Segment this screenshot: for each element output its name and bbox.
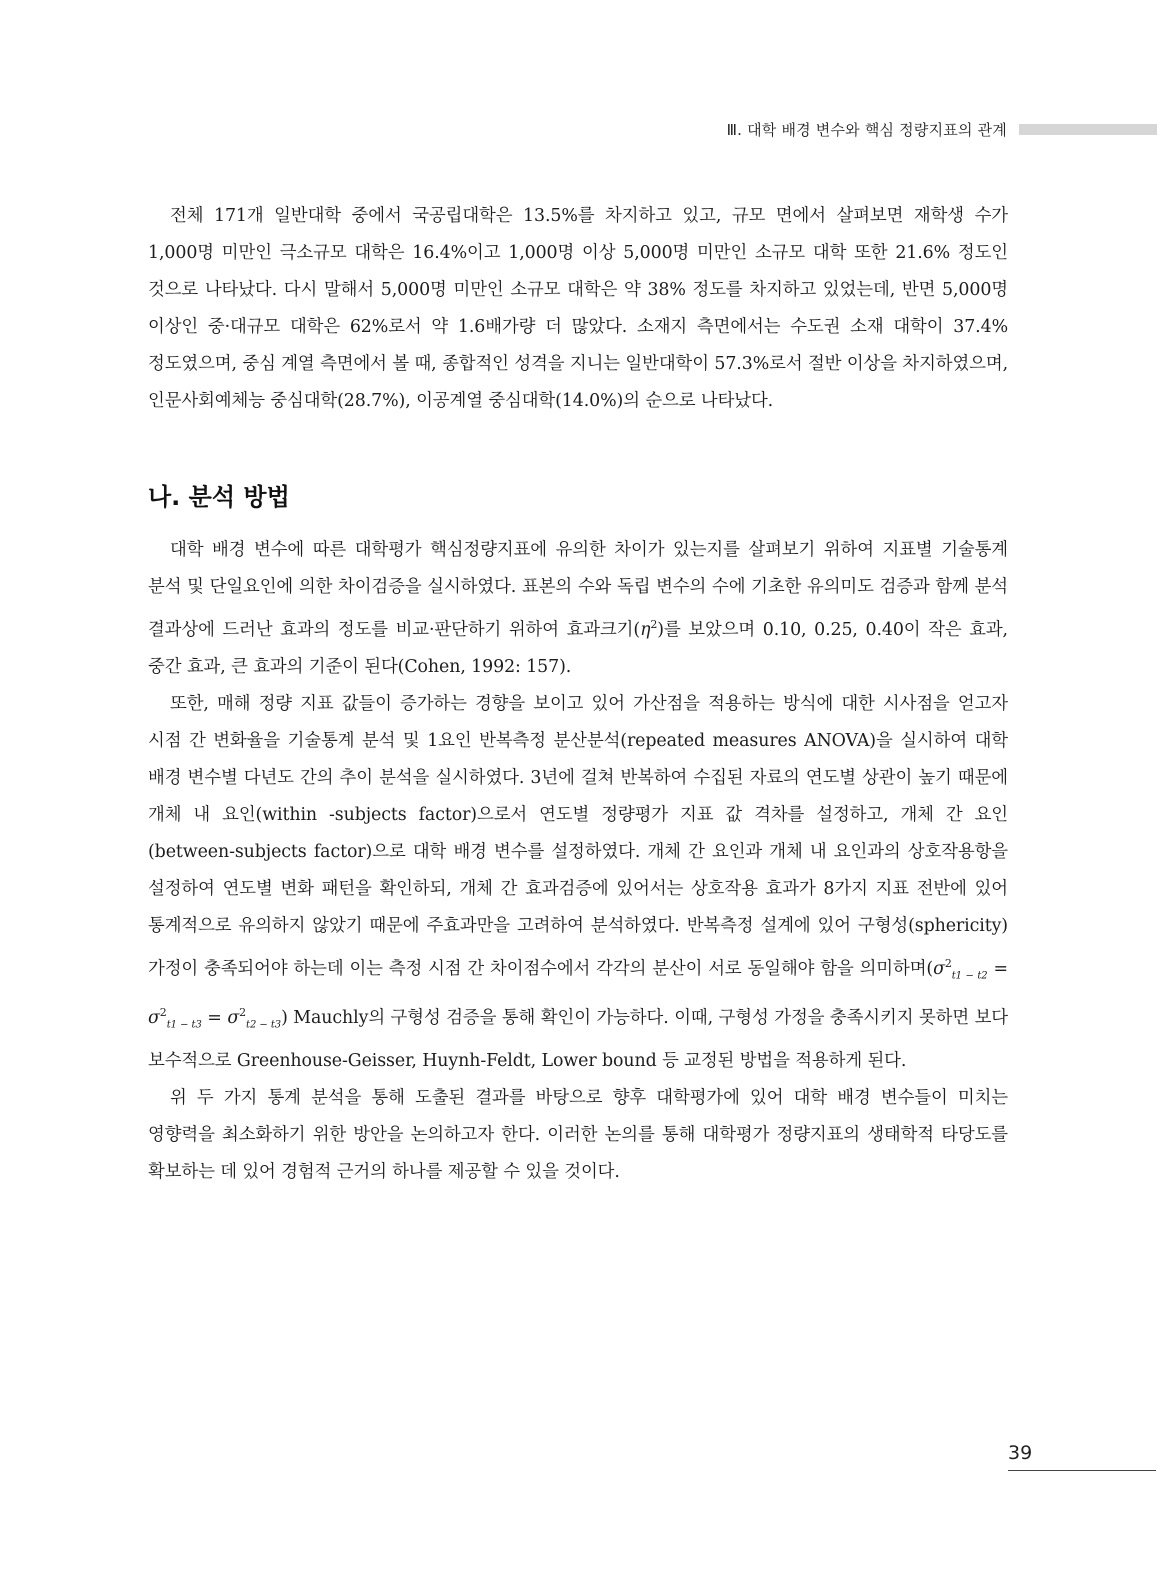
running-header [727, 116, 1157, 142]
paragraph-repeated-measures-text-1: 또한, 매해 정량 지표 값들이 증가하는 경향을 보이고 있어 가산점을 적용하는 방식에 대한 시사점을 얻고자 시점 간 변화율을 기술통계 분석 및 1요인 반복측정 분산분석(repeated measures ANOVA)을 실시하여 대학 배경 변수별 다년도 간의 추이 분석을 실시하였다. 3년에 걸쳐 반복하여 수집된 자료의 연도별 상관이 높기 때문에 개체 내 요인(within -subjects factor)으로서 연도별 정량평가 지표 값 격차를 설정하고, 개체 간 요인(between-subjects factor)으로 대학 배경 변수를 설정하였다. 개체 간 요인과 개체 내 요인과의 상호작용항을 설정하여 연도별 변화 패턴을 확인하되, 개체 간 효과검증에 있어서는 상호작용 효과가 8가지 지표 전반에 있어 통계적으로 유의하지 않았기 때문에 주효과만을 고려하여 분석하였다. 반복측정 설계에 있어 구형성(sphericity) 가정이 충족되어야 하는데 이는 측정 시점 간 차이점수에서 각각의 분산이 서로 동일해야 함을 의미하며( [148, 693, 1008, 979]
section-heading-analysis-method: 나. 분석 방법 [148, 483, 290, 511]
paragraph-analysis-method [148, 532, 1008, 686]
page-number: 39 [1008, 1442, 1033, 1464]
footer-rule [1008, 1470, 1156, 1471]
page-body [148, 198, 1008, 1191]
header-decoration-bar [1019, 124, 1157, 135]
page-footer [1008, 1440, 1156, 1471]
paragraph-institution-overview: 전체 171개 일반대학 중에서 국공립대학은 13.5%를 차지하고 있고, 규모 면에서 살펴보면 재학생 수가 1,000명 미만인 극소규모 대학은 16.4%이고 1,000명 이상 5,000명 미만인 소규모 대학 또한 21.6% 정도인 것으로 나타났다. 다시 말해서 5,000명 미만인 소규모 대학은 약 38% 정도를 차지하고 있었는데, 반면 5,000명 이상인 중·대규모 대학은 62%로서 약 1.6배가량 더 많았다. 소재지 측면에서는 수도권 소재 대학이 37.4% 정도였으며, 중심 계열 측면에서 볼 때, 종합적인 성격을 지니는 일반대학이 57.3%로서 절반 이상을 차지하였으며, 인문사회예체능 중심대학(28.7%), 이공계열 중심대학(14.0%)의 순으로 나타났다. [148, 206, 1008, 411]
paragraph-repeated-measures-text-2: ) Mauchly의 구형성 검증을 통해 확인이 가능하다. 이때, 구형성 가정을 충족시키지 못하면 보다 보수적으로 Greenhouse-Geisser, Huynh-Feldt, Lower bound 등 교정된 방법을 적용하게 된다. [148, 1007, 1008, 1072]
paragraph-analysis-method-text-1: 대학 배경 변수에 따른 대학평가 핵심정량지표에 유의한 차이가 있는지를 살펴보기 위하여 지표별 기술통계 분석 및 단일요인에 의한 차이검증을 실시하였다. 표본의 수와 독립 변수의 수에 기초한 유의미도 검증과 함께 분석 결과상에 드러난 효과의 정도를 비교·판단하기 위하여 효과크기( [148, 540, 1008, 640]
paragraph-repeated-measures [148, 686, 1008, 1081]
eta-symbol: η [640, 619, 651, 640]
running-header-title: Ⅲ. 대학 배경 변수와 핵심 정량지표의 관계 [726, 120, 1007, 139]
effect-size-symbol [640, 620, 657, 640]
sphericity-formula: $\sigma^2_{t1 - t2} = \sigma^2_{t1 - t3} = \sigma^2_{t2 - t3}$ [148, 956, 1008, 1031]
paragraph-implications: 위 두 가지 통계 분석을 통해 도출된 결과를 바탕으로 향후 대학평가에 있어 대학 배경 변수들이 미치는 영향력을 최소화하기 위한 방안을 논의하고자 한다. 이러한 논의를 통해 대학평가 정량지표의 생태학적 타당도를 확보하는 데 있어 경험적 근거의 하나를 제공할 수 있을 것이다. [148, 1088, 1008, 1183]
paragraph-analysis-method-text-2: )를 보았으며 0.10, 0.25, 0.40이 작은 효과, 중간 효과, 큰 효과의 기준이 된다(Cohen, 1992: 157). [148, 619, 1008, 677]
eta-exponent: 2 [650, 618, 658, 631]
